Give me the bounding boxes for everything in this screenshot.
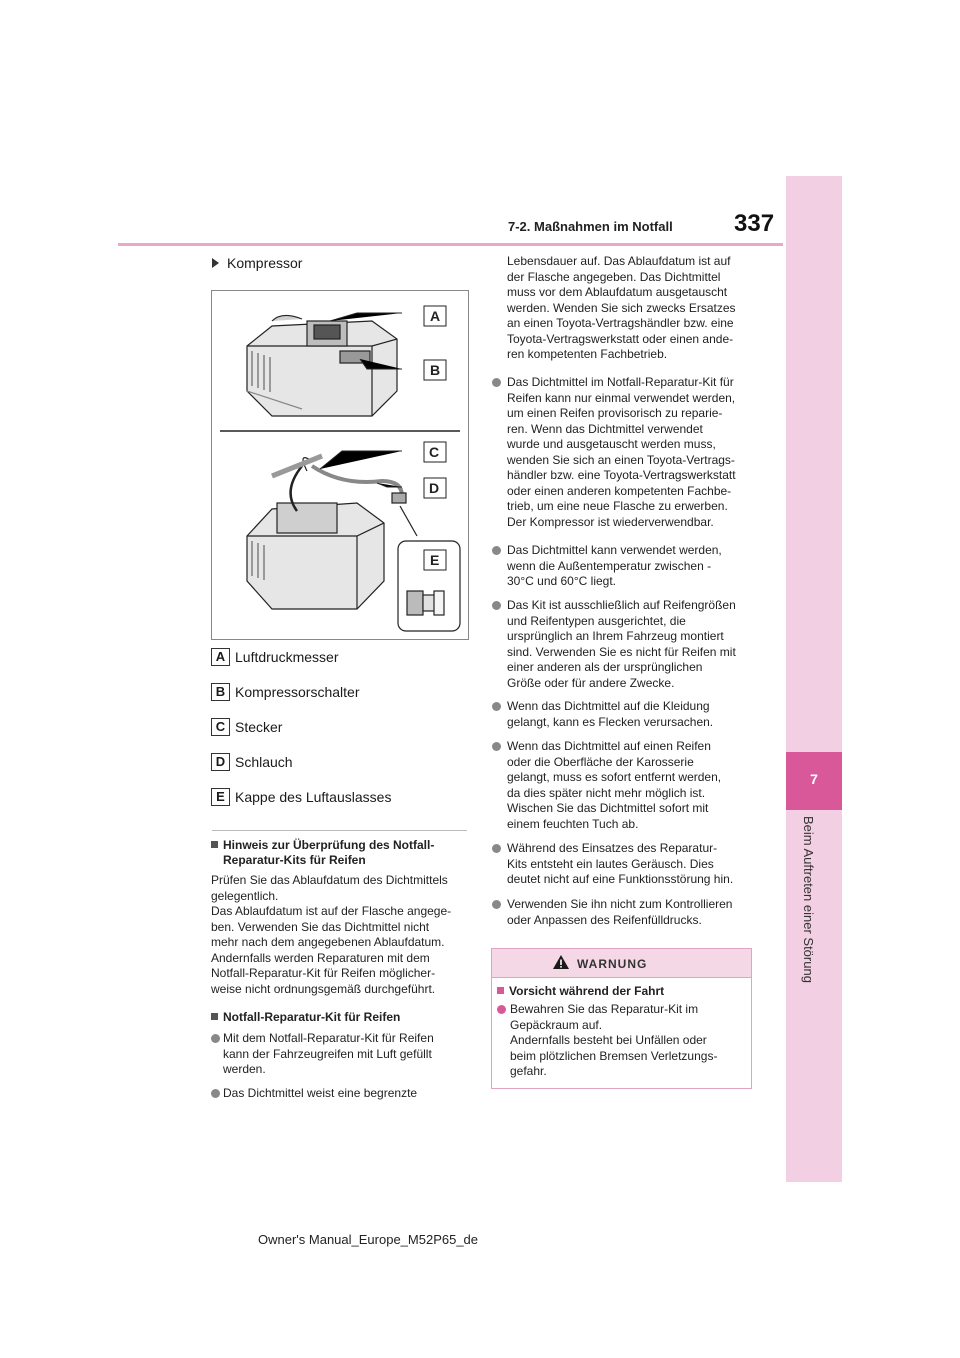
label-text-b: Kompressorschalter — [235, 684, 360, 700]
right-bullet-4 — [492, 699, 769, 730]
right-bullet-5 — [492, 739, 769, 832]
text-line: Wischen Sie das Dichtmittel sofort mit — [507, 801, 709, 815]
text-line: gelangt, muss es sofort entfernt werden, — [507, 770, 722, 784]
header-rule — [118, 243, 783, 246]
warning-subheading — [497, 984, 664, 999]
text-line: gelangt, kann es Flecken verursachen. — [507, 714, 714, 729]
callout-a: A — [430, 308, 441, 324]
warning-title: WARNUNG — [577, 957, 648, 971]
text-line: wenn die Außentemperatur zwischen - — [507, 558, 712, 573]
text-line: Das Dichtmittel kann verwendet werden, — [507, 543, 722, 557]
label-text-c: Stecker — [235, 719, 283, 735]
label-row-e — [211, 788, 391, 806]
square-bullet-icon — [211, 841, 218, 848]
text-line: muss vor dem Ablaufdatum ausgetauscht — [507, 285, 728, 299]
bullet-dot-icon — [497, 1005, 506, 1014]
text-line: kann der Fahrzeugreifen mit Luft gefüllt — [223, 1046, 432, 1061]
bullet-dot-icon — [211, 1089, 220, 1098]
continuation-text — [507, 254, 767, 363]
text-line: der Flasche angegeben. Das Dichtmittel — [507, 269, 721, 284]
warning-subheading-text: Vorsicht während der Fahrt — [509, 984, 665, 998]
section-divider — [212, 830, 467, 831]
bullet-dot-icon — [492, 900, 501, 909]
side-tab — [786, 176, 842, 1182]
warning-header — [492, 949, 751, 978]
right-bullet-6 — [492, 841, 769, 888]
text-line: oder einen anderen kompetenten Fachbe- — [507, 483, 732, 498]
text-line: weise nicht ordnungsgemäß durchgeführt. — [211, 981, 436, 996]
chapter-number: 7 — [810, 771, 818, 787]
right-bullet-1 — [492, 375, 769, 530]
text-line: ren. Wenn das Dichtmittel verwendet — [507, 421, 703, 436]
warning-box — [491, 948, 752, 1089]
bullet-dot-icon — [492, 546, 501, 555]
kit-heading — [211, 1010, 400, 1025]
text-line: an einen Toyota-Vertragshändler bzw. eine — [507, 316, 734, 330]
label-text-a: Luftdruckmesser — [235, 649, 339, 665]
label-row-d — [211, 753, 293, 771]
bullet-dot-icon — [492, 601, 501, 610]
text-line: ren kompetenten Fachbetrieb. — [507, 347, 668, 361]
label-text-e: Kappe des Luftauslasses — [235, 789, 392, 805]
text-line: Größe oder für andere Zwecke. — [507, 675, 675, 690]
text-line: sind. Verwenden Sie es nicht für Reifen mit — [507, 644, 736, 659]
text-line: Wenn das Dichtmittel auf einen Reifen — [507, 739, 711, 753]
footer-text: Owner's Manual_Europe_M52P65_de — [258, 1232, 479, 1247]
text-line: Andernfalls besteht bei Unfällen oder — [510, 1033, 707, 1047]
text-line: einem feuchten Tuch ab. — [507, 816, 639, 831]
text-line: beim plötzlichen Bremsen Verletzungs- — [510, 1048, 718, 1063]
text-line: ursprünglich an Ihrem Fahrzeug montiert — [507, 629, 724, 643]
text-line: Kits entsteht ein lautes Geräusch. Dies — [507, 856, 714, 871]
text-line: Reifen kann nur einmal verwendet werden, — [507, 390, 736, 405]
square-bullet-icon — [211, 1013, 218, 1020]
text-line: Das Dichtmittel im Notfall-Reparatur-Kit für — [507, 375, 734, 389]
text-line: einer anderen als der ursprünglichen — [507, 660, 703, 674]
right-bullet-3 — [492, 598, 769, 691]
text-line: Das Kit ist ausschließlich auf Reifengrößen — [507, 598, 736, 612]
text-line: gelegentlich. — [211, 888, 279, 903]
text-line: da dies später nicht mehr möglich ist. — [507, 785, 706, 800]
label-row-c — [211, 718, 282, 736]
text-line: Bewahren Sie das Reparatur-Kit im — [510, 1002, 699, 1016]
right-bullet-7 — [492, 897, 769, 928]
kompressor-heading — [212, 255, 302, 271]
label-row-a — [211, 648, 338, 666]
hinweis-heading — [211, 838, 471, 868]
label-box-d: D — [211, 753, 230, 771]
hinweis-text — [211, 873, 471, 997]
chapter-title: Beim Auftreten einer Störung — [801, 816, 816, 983]
kit-heading-text: Notfall-Reparatur-Kit für Reifen — [223, 1010, 401, 1024]
text-line: oder Anpassen des Reifenfülldrucks. — [507, 912, 702, 927]
text-line: Gepäckraum auf. — [510, 1017, 603, 1032]
triangle-bullet-icon — [212, 258, 219, 268]
text-line: 30°C und 60°C liegt. — [507, 574, 616, 588]
hinweis-heading-line-1: Hinweis zur Überprüfung des Notfall- — [223, 838, 435, 852]
text-line: Mit dem Notfall-Reparatur-Kit für Reifen — [223, 1031, 434, 1045]
text-line: Der Kompressor ist wiederverwendbar. — [507, 514, 714, 529]
text-line: Prüfen Sie das Ablaufdatum des Dichtmittels — [211, 873, 448, 887]
text-line: Verwenden Sie ihn nicht zum Kontrollieren — [507, 897, 733, 911]
label-text-d: Schlauch — [235, 754, 293, 770]
text-line: Während des Einsatzes des Reparatur- — [507, 841, 718, 855]
section-title: 7-2. Maßnahmen im Notfall — [508, 219, 673, 234]
square-bullet-icon — [497, 987, 504, 994]
text-line: trieb, um eine neue Flasche zu erwerben. — [507, 499, 728, 513]
text-line: wurde und ausgetauscht werden muss, — [507, 437, 716, 451]
warning-triangle-icon — [552, 954, 570, 970]
text-line: wenden Sie sich an einen Toyota-Vertrags- — [507, 452, 735, 467]
label-row-b — [211, 683, 360, 701]
warning-bullet — [497, 1002, 755, 1080]
text-line: Andernfalls werden Reparaturen mit dem — [211, 950, 430, 965]
text-line: um einen Reifen provisorisch zu reparie- — [507, 406, 723, 420]
kompressor-heading-text: Kompressor — [227, 255, 303, 271]
bullet-dot-icon — [211, 1034, 220, 1043]
text-line: Notfall-Reparatur-Kit für Reifen möglicher- — [211, 966, 436, 980]
label-box-b: B — [211, 683, 230, 701]
right-bullet-2 — [492, 543, 769, 590]
bullet-dot-icon — [492, 742, 501, 751]
text-line: mehr nach dem angegebenen Ablaufdatum. — [211, 935, 445, 949]
text-line: und Reifentypen ausgerichtet, die — [507, 613, 686, 628]
text-line: ben. Verwenden Sie das Dichtmittel nicht — [211, 919, 430, 934]
text-line: deutet nicht auf eine Funktionsstörung hin. — [507, 872, 734, 886]
chapter-tab[interactable] — [786, 752, 842, 810]
callout-b: B — [430, 362, 441, 378]
text-line: gefahr. — [510, 1064, 547, 1078]
text-line: werden. Wenden Sie sich zwecks Ersatzes — [507, 300, 736, 315]
compressor-figure — [211, 290, 469, 640]
text-line: Toyota-Vertragswerkstatt oder einen ande- — [507, 331, 734, 346]
callout-c: C — [429, 444, 440, 460]
text-line: händler bzw. eine Toyota-Vertragswerkstatt — [507, 468, 736, 482]
hinweis-heading-line-2: Reparatur-Kits für Reifen — [223, 853, 366, 867]
bullet-dot-icon — [492, 378, 501, 387]
text-line: Das Ablaufdatum ist auf der Flasche angege- — [211, 904, 452, 918]
page-number: 337 — [734, 210, 775, 237]
text-line: oder die Oberfläche der Karosserie — [507, 754, 694, 769]
bullet-dot-icon — [492, 702, 501, 711]
text-line: Wenn das Dichtmittel auf die Kleidung — [507, 699, 710, 713]
compressor-illustration — [212, 291, 468, 639]
kit-bullet-2 — [211, 1086, 483, 1102]
callout-d: D — [429, 480, 440, 496]
kit-bullet-1 — [211, 1031, 483, 1078]
callout-e: E — [430, 552, 440, 568]
text-line: Lebensdauer auf. Das Ablaufdatum ist auf — [507, 254, 731, 268]
bullet-dot-icon — [492, 844, 501, 853]
text-line: Das Dichtmittel weist eine begrenzte — [223, 1086, 418, 1100]
label-box-a: A — [211, 648, 230, 666]
label-box-e: E — [211, 788, 230, 806]
label-box-c: C — [211, 718, 230, 736]
text-line: werden. — [223, 1062, 266, 1076]
